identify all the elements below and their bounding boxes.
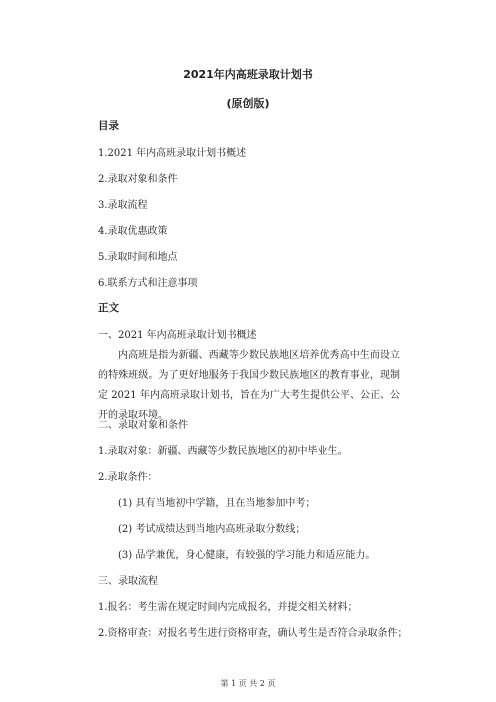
document-title: 2021年内高班录取计划书	[183, 68, 313, 81]
list-item: 1.录取对象：新疆、西藏等少数民族地区的初中毕业生。	[98, 446, 348, 457]
condition-item: (2) 考试成绩达到当地内高班录取分数线；	[118, 524, 306, 535]
toc-item: 2.录取对象和条件	[98, 174, 178, 185]
section-title: 三、录取流程	[98, 576, 158, 587]
list-item: 2.资格审查：对报名考生进行资格审查，确认考生是否符合录取条件；	[98, 628, 408, 639]
section-title: 一、2021 年内高班录取计划书概述	[98, 330, 257, 341]
toc-item: 3.录取流程	[98, 200, 148, 211]
list-item: 2.录取条件：	[98, 472, 158, 483]
condition-item: (3) 品学兼优，身心健康，有较强的学习能力和适应能力。	[118, 550, 376, 561]
condition-item: (1) 具有当地初中学籍，且在当地参加中考；	[118, 498, 316, 509]
toc-item: 5.录取时间和地点	[98, 252, 178, 263]
toc-item: 6.联系方式和注意事项	[98, 278, 198, 289]
toc-item: 1.2021 年内高班录取计划书概述	[98, 148, 247, 159]
section-title: 二、录取对象和条件	[98, 420, 188, 431]
section-paragraph: 内高班是指为新疆、西藏等少数民族地区培养优秀高中生而设立的特殊班级。为了更好地服务于我国少数民族地区的教育事业，现制定 2021 年内高班录取计划书，旨在为广大考生提供公平、公正、公开的录取环境。	[98, 350, 400, 421]
toc-item: 4.录取优惠政策	[98, 226, 168, 237]
body-heading: 正文	[98, 302, 119, 314]
toc-heading: 目录	[98, 120, 119, 132]
document-subtitle: (原创版)	[226, 97, 270, 110]
page-footer: 第 1 页 共 2 页	[220, 679, 276, 688]
list-item: 1.报名：考生需在规定时间内完成报名，并提交相关材料；	[98, 602, 358, 613]
